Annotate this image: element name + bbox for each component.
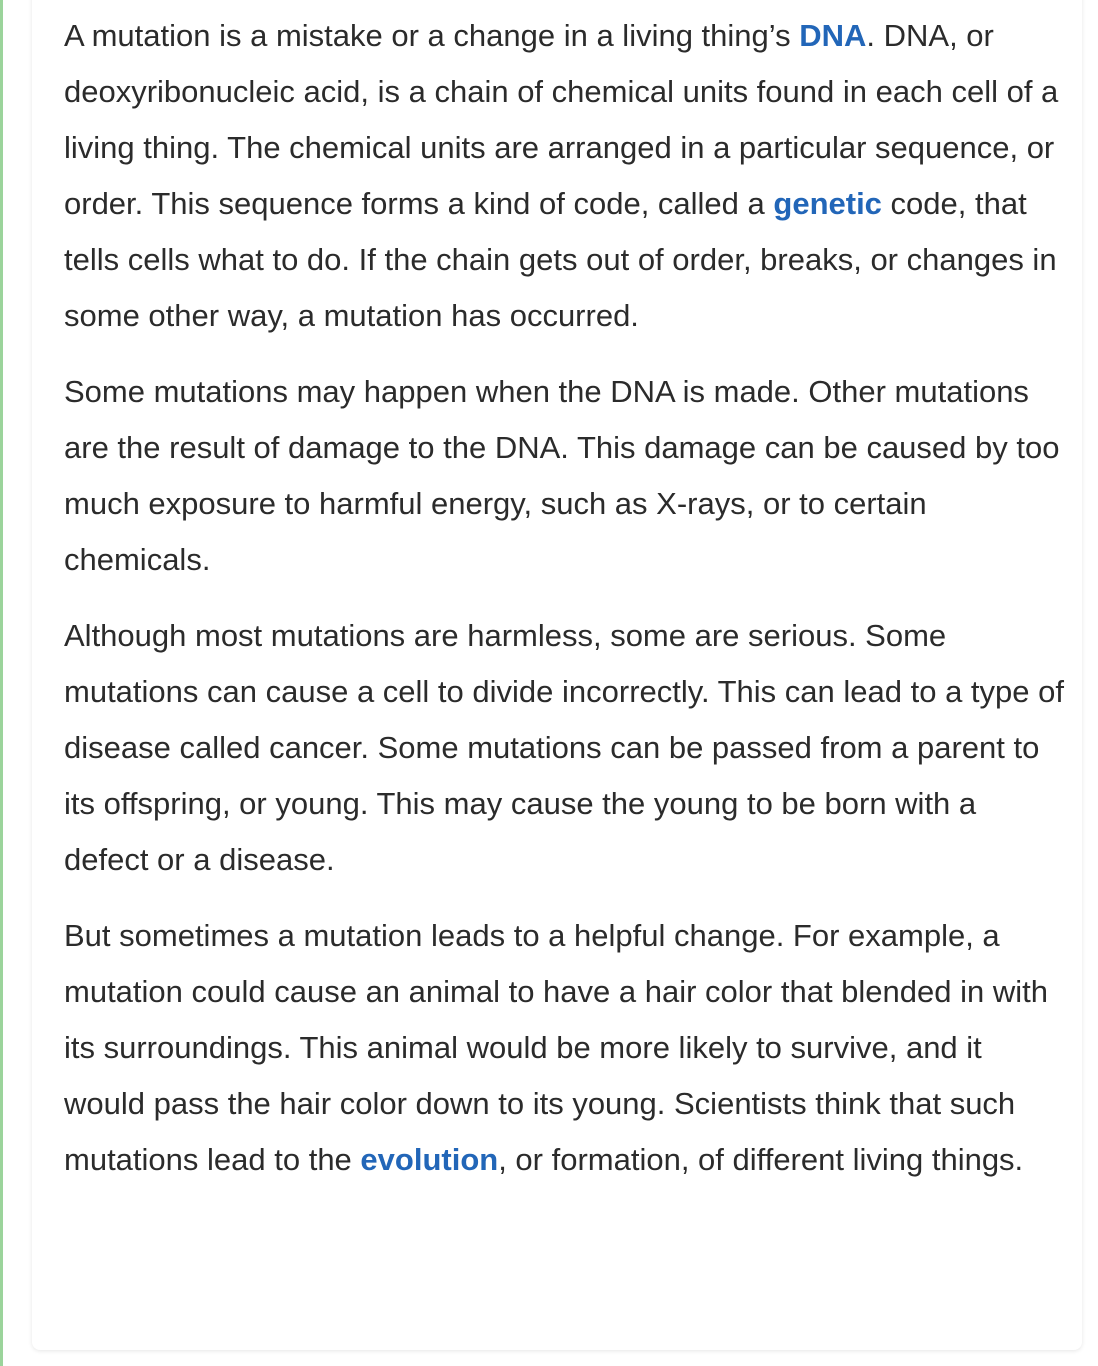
left-accent-bar (0, 0, 3, 1366)
p4-text-1: But sometimes a mutation leads to a helpful change. For example, a mutation could cause an animal to have a hair color that blended in with its surroundings. This animal would be more likely to survive, and it would pass the hair color down to its young. Scientists think that such mutations lead to the (64, 918, 1048, 1177)
link-evolution[interactable]: evolution (360, 1142, 499, 1177)
link-dna[interactable]: DNA (799, 18, 867, 53)
paragraph-3: Although most mutations are harmless, some are serious. Some mutations can cause a cell to divide incorrectly. This can lead to a type of disease called cancer. Some mutations can be passed from a parent to its offspring, or young. This may cause the young to be born with a defect or a disease. (64, 618, 1064, 877)
p1-text-3: code, that tells cells what to do. If the chain gets out of order, breaks, or changes in some other way, a mutation has occurred. (64, 186, 1057, 333)
link-genetic[interactable]: genetic (773, 186, 882, 221)
paragraph-1 (64, 8, 1064, 344)
article-body (64, 8, 1064, 1208)
p1-text-2: . DNA, or deoxyribonucleic acid, is a chain of chemical units found in each cell of a living thing. The chemical units are arranged in a particular sequence, or order. This sequence forms a kind of code, called a (64, 18, 1059, 221)
p1-text-1: A mutation is a mistake or a change in a living thing’s (64, 18, 800, 53)
paragraph-4 (64, 908, 1064, 1188)
paragraph-2: Some mutations may happen when the DNA is made. Other mutations are the result of damage to the DNA. This damage can be caused by too much exposure to harmful energy, such as X-rays, or to certain chemicals. (64, 374, 1060, 577)
p4-text-2: , or formation, of different living things. (498, 1142, 1024, 1177)
